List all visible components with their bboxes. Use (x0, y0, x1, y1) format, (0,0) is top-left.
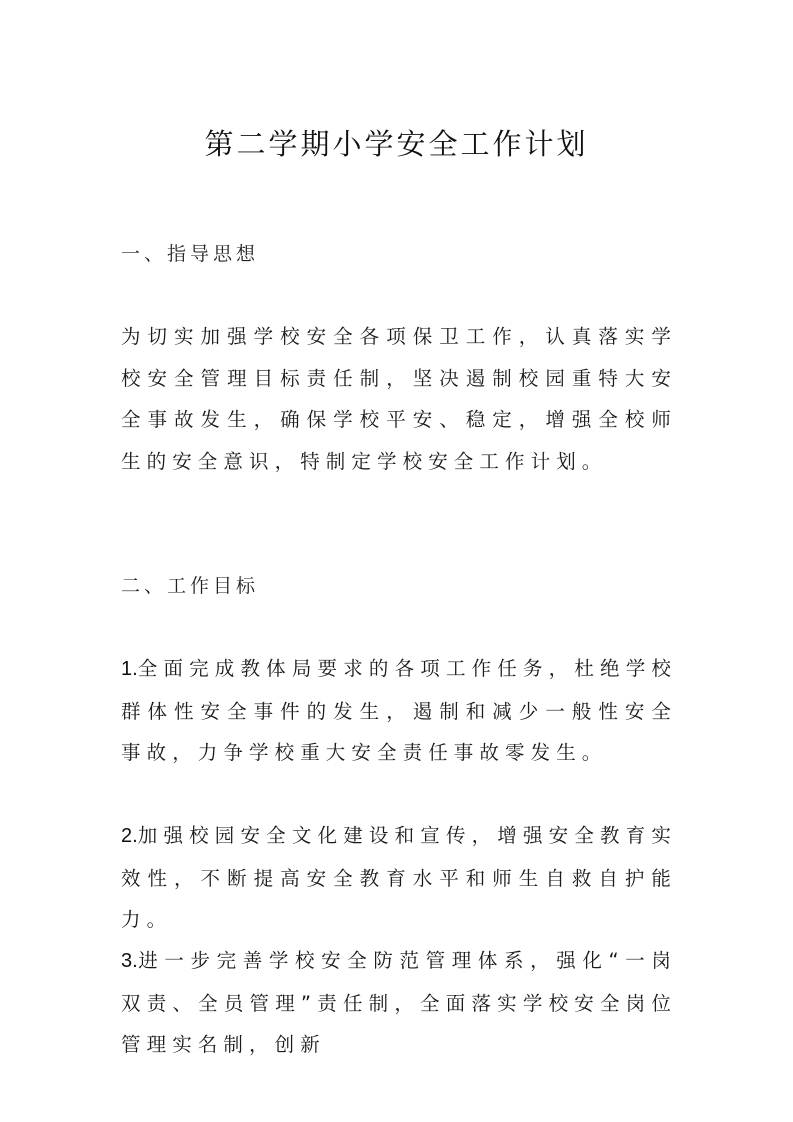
paragraph-goal-2 (121, 815, 677, 941)
document-title: 第二学期小学安全工作计划 (204, 127, 589, 161)
paragraph-text: 进一步完善学校安全防范管理体系，强化“一岗双责、全员管理”责任制，全面落实学校安全岗位管理实名制，创新 (121, 949, 677, 1056)
paragraph-text: 加强校园安全文化建设和宣传，增强安全教育实效性，不断提高安全教育水平和师生自救自护能力。 (121, 824, 677, 931)
list-number: 3. (121, 950, 138, 972)
section-heading-work-goals: 二、工作目标 (121, 575, 260, 597)
list-number: 2. (121, 825, 138, 847)
list-number: 1. (121, 658, 138, 680)
paragraph-goal-3 (121, 940, 677, 1066)
paragraph-goal-1 (121, 648, 677, 774)
section-heading-guiding-ideology: 一、指导思想 (121, 243, 260, 265)
paragraph-guiding-ideology (121, 316, 677, 482)
paragraph-text: 为切实加强学校安全各项保卫工作，认真落实学校安全管理目标责任制，坚决遏制校园重特大安全事故发生，确保学校平安、稳定，增强全校师生的安全意识，特制定学校安全工作计划。 (121, 325, 677, 473)
paragraph-text: 全面完成教体局要求的各项工作任务，杜绝学校群体性安全事件的发生，遏制和减少一般性安全事故，力争学校重大安全责任事故零发生。 (121, 657, 677, 764)
